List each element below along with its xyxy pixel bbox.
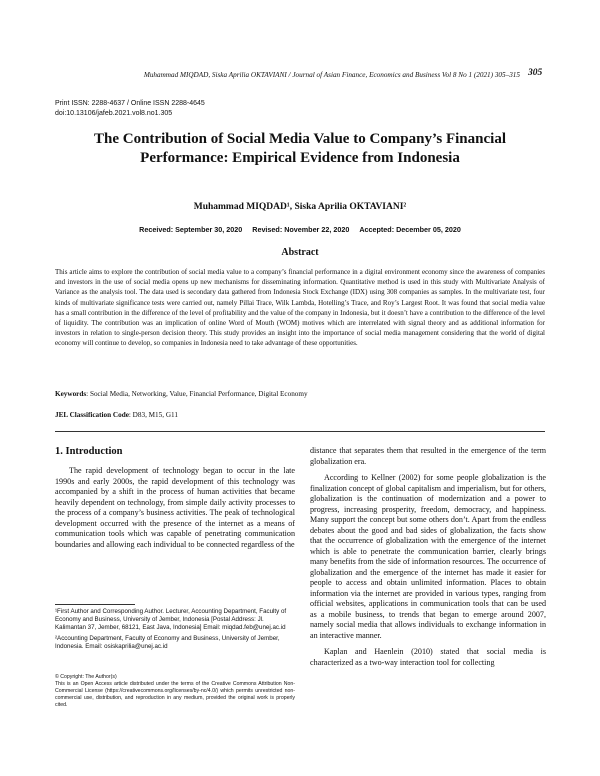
keywords-value: : Social Media, Networking, Value, Financial Performance, Digital Economy [86, 390, 308, 398]
left-column [55, 446, 295, 550]
abstract-heading: Abstract [281, 247, 319, 258]
jel-value: : D83, M15, G11 [128, 411, 178, 419]
page-number: 305 [528, 68, 543, 78]
publication-info [55, 99, 205, 119]
doi-link[interactable]: doi:10.13106/jafeb.2021.vol8.no1.305 [55, 110, 173, 117]
jel-label: JEL Classification Code [55, 411, 129, 419]
copyright-title: © Copyright: The Author(s) [55, 674, 117, 680]
paper-title: The Contribution of Social Media Value to Company’s Financial Performance: Empirical Evidence from Indonesia [94, 131, 506, 166]
article-dates [0, 225, 600, 234]
footnotes [55, 604, 295, 653]
received-date: Received: September 30, 2020 [139, 225, 243, 234]
footnote-1: ¹First Author and Corresponding Author. Lecturer, Accounting Department, Faculty of Economy and Business, University of Jember, Indonesia [Postal Address: Jl. Kalimantan 37, Jember, 68121, East Java, Indonesia] Email: miqdad.feb@unej.ac.id [55, 608, 287, 632]
copyright-text: This is an Open Access article distributed under the terms of the Creative Commons Attribution Non-Commercial License (https://creativecommons.org/licenses/by-nc/4.0/) which permits unrestricted non-commercial use, distribution, and reproduction in any medium, provided the original work is properly cited. [55, 681, 295, 708]
author-list: Muhammad MIQDAD¹, Siska Aprilia OKTAVIANI² [193, 202, 407, 212]
intro-paragraph-continued: distance that separates them that resulted in the emergence of the term globalization era. [310, 446, 546, 466]
running-header: Muhammad MIQDAD, Siska Aprilia OKTAVIANI / Journal of Asian Finance, Economics and Business Vol 8 No 1 (2021) 305–315 [143, 71, 520, 79]
jel-codes [55, 411, 545, 419]
keywords-label: Keywords [55, 390, 87, 398]
intro-paragraph-3: Kaplan and Haenlein (2010) stated that social media is characterized as a two-way interaction tool for collecting [310, 647, 546, 667]
intro-paragraph-2: According to Kellner (2002) for some people globalization is the finalization concept of global capitalism and imperialism, but for others, globalization is the continuation of modernization and a power to progress, increasing prosperity, freedom, democracy, and happiness. Many support the concept but some others don’t. Apart from the endless debates about the good and bad sides of globalization, the facts show that the occurrence of globalization with the emergence of the internet which is able to penetrate the communication barrier, clearly brings many benefits from the side of information resources. The occurrence of globalization and the emergence of the internet has made it easier for people to access and obtain unlimited information. Places to obtain information via the internet are provided in various types, ranging from official websites, applications in communication tools that can be used as a mobile business, to trends that began to emerge around 2007, namely social media that allows individuals to exchange information in an interactive manner. [310, 473, 546, 640]
revised-date: Revised: November 22, 2020 [252, 225, 350, 234]
footnote-2: ²Accounting Department, Faculty of Economy and Business, University of Jember, Indonesia. Email: osiskaprilia@unej.ac.id [55, 634, 280, 650]
section-divider [55, 431, 545, 432]
abstract-text: This article aims to explore the contribution of social media value to a company’s financial performance in a digital environment economy since the awareness of companies and investors in the use of social media opens up new mechanisms for disseminating information. Quantitative method is used in this study with Multivariate Analysis of Variance as the analysis tool. The data used is secondary data gathered from Indonesia Stock Exchange (IDX) using 308 companies as samples. In the multivariate test, four kinds of multivariate significance tests were carried out, namely Pillai Trace, Wilk Lambda, Hotelling’s Trace, and Roy’s Largest Root. It was found that social media value has a small contribution in the difference of the level of profitability and the value of the company in Indonesia, but it doesn’t have a contribution to the difference of the level of liquidity. The contribution was an implication of online Word of Mouth (WOM) motives which are interrelated with signal theory and as additional information for investors in relation to single-person decision theory. This study provides an insight into the importance of social media management considering that the world of digital economy will continue to develop, so companies in Indonesia need to take advantage of these opportunities. [55, 268, 545, 348]
footnote-rule [55, 604, 135, 605]
right-column [310, 446, 546, 668]
accepted-date: Accepted: December 05, 2020 [359, 225, 461, 234]
section-heading-introduction: 1. Introduction [55, 446, 123, 457]
copyright-block [55, 674, 295, 709]
issn-line: Print ISSN: 2288-4637 / Online ISSN 2288-4645 [55, 100, 205, 107]
keywords [55, 390, 545, 398]
intro-paragraph-1: The rapid development of technology began to occur in the late 1990s and early 2000s, the rapid development of this technology was accompanied by a shift in the process of human activities that became heavily dependent on technology, from simple daily activity processes to the process of a company’s business activities. The peak of technological development occurred with the presence of the internet as a means of communication tools which was capable of penetrating communication boundaries and allowing each individual to be connected regardless of the [55, 466, 295, 549]
